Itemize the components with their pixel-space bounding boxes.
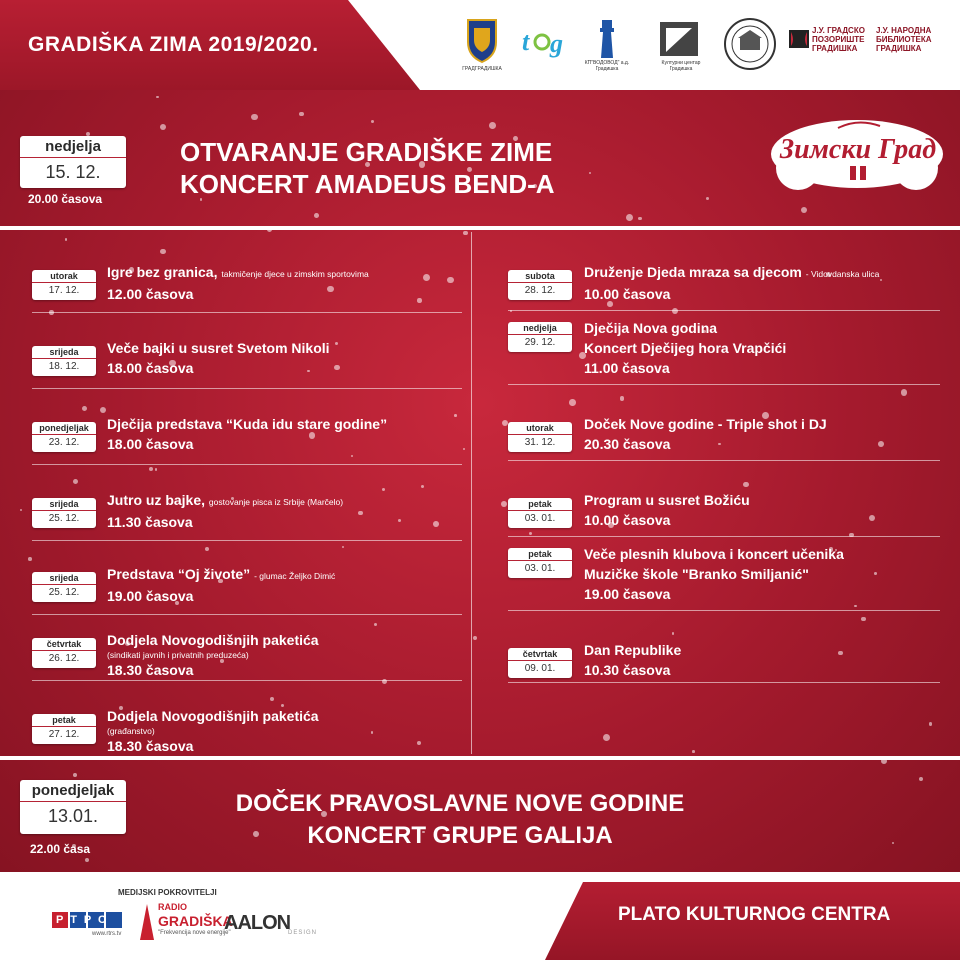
event-date-box	[508, 548, 572, 578]
event-title-line	[584, 318, 786, 338]
event-date-box	[32, 422, 96, 452]
snowflake	[854, 605, 857, 608]
closing-line-1: DOČEK PRAVOSLAVNE NOVE GODINE	[235, 790, 685, 817]
snowflake	[463, 231, 468, 236]
snowflake	[358, 511, 362, 515]
event-title: Veče plesnih klubova i koncert učenika	[584, 546, 844, 562]
snowflake	[454, 414, 457, 417]
event-day: utorak	[508, 422, 572, 435]
event-separator	[32, 464, 462, 465]
event-title: Predstava “Oj živote”	[107, 566, 251, 582]
aalon-design-logo: AALON DESIGN	[224, 912, 318, 936]
event-title: Veče bajki u susret Svetom Nikoli	[107, 340, 330, 356]
event-title: Dječija predstava “Kuda idu stare godine”	[107, 416, 388, 432]
event-title-line	[107, 490, 343, 512]
event-title-second-line: Muzičke škole "Branko Smiljanić"	[584, 566, 809, 582]
event-separator	[32, 312, 462, 313]
event-item	[107, 564, 335, 606]
event-separator	[32, 614, 462, 615]
event-date: 03. 01.	[524, 563, 556, 574]
snowflake	[869, 515, 875, 521]
event-date: 23. 12.	[48, 437, 80, 448]
opening-day: nedjelja	[20, 136, 126, 158]
event-item	[584, 490, 750, 530]
event-date-box	[32, 346, 96, 376]
event-subtitle: (sindikati javnih i privatnih preduzeća)	[107, 650, 249, 660]
event-date: 26. 12.	[48, 653, 80, 664]
event-time: 10.00 časova	[584, 286, 671, 302]
snowflake	[342, 546, 344, 548]
snowflake	[351, 455, 353, 457]
event-separator	[508, 310, 940, 311]
event-note: - glumac Željko Dimić	[254, 571, 336, 581]
event-day: četvrtak	[508, 648, 572, 661]
event-item	[107, 262, 369, 304]
event-date: 28. 12.	[524, 285, 556, 296]
event-day: petak	[508, 498, 572, 511]
biblioteka-logo: Ј.У. НАРОДНА БИБЛИОТЕКА ГРАДИШКА	[876, 26, 932, 53]
festival-title: GRADIŠKA ZIMA 2019/2020.	[28, 33, 319, 56]
event-separator	[508, 460, 940, 461]
event-item	[107, 414, 387, 454]
svg-text:g: g	[550, 29, 563, 58]
event-time: 19.00 časova	[584, 586, 671, 602]
event-date-box	[32, 714, 96, 744]
event-separator	[508, 610, 940, 611]
event-date-box	[32, 498, 96, 528]
snowflake	[398, 519, 401, 522]
snowflake	[270, 697, 274, 701]
snowflake	[160, 249, 165, 254]
event-day: srijeda	[32, 346, 96, 359]
winter-city-logo: Зимски Град	[768, 110, 946, 196]
divider-stripe	[0, 756, 960, 760]
snowflake	[82, 406, 87, 411]
event-title-line	[584, 262, 879, 284]
snowflake	[473, 636, 477, 640]
snowflake	[28, 557, 32, 561]
event-item	[584, 544, 844, 604]
snowflake	[371, 731, 374, 734]
event-item	[107, 630, 319, 680]
snowflake	[489, 122, 496, 129]
event-date: 09. 01.	[524, 663, 556, 674]
event-separator	[32, 540, 462, 541]
snowflake	[463, 448, 465, 450]
event-time: 18.00 časova	[107, 436, 194, 452]
snowflake	[929, 722, 933, 726]
event-title-line	[107, 262, 369, 284]
event-title: Jutro uz bajke,	[107, 492, 206, 508]
snowflake	[706, 197, 709, 200]
snowflake	[433, 521, 439, 527]
opening-date: 15. 12.	[45, 162, 101, 182]
event-separator	[32, 680, 462, 681]
event-subtitle: (građanstvo)	[107, 726, 155, 736]
venue-label: PLATO KULTURNOG CENTRA	[618, 904, 891, 925]
event-date: 27. 12.	[48, 729, 80, 740]
event-item	[107, 490, 343, 532]
event-date: 03. 01.	[524, 513, 556, 524]
event-day: subota	[508, 270, 572, 283]
opening-line-2: KONCERT AMADEUS BEND-A	[180, 169, 555, 199]
snowflake	[838, 651, 842, 655]
event-title-line	[584, 490, 750, 510]
event-note: takmičenje djece u zimskim sportovima	[221, 269, 369, 279]
event-title-line	[584, 544, 844, 564]
event-date-box	[508, 648, 572, 678]
event-date: 31. 12.	[524, 437, 556, 448]
event-time: 10.30 časova	[584, 662, 671, 678]
closing-date-box	[20, 780, 126, 834]
media-sponsors-label: MEDIJSKI POKROVITELJI	[118, 888, 217, 897]
event-note: - Vidovdanska ulica	[805, 269, 880, 279]
event-title-line	[107, 414, 387, 434]
event-day: petak	[508, 548, 572, 561]
snowflake	[626, 214, 633, 221]
opening-line-1: OTVARANJE GRADIŠKE ZIME	[180, 137, 553, 167]
closing-headline	[150, 788, 770, 852]
event-separator	[508, 682, 940, 683]
event-date-box	[32, 572, 96, 602]
event-title: Igre bez granica,	[107, 264, 218, 280]
event-note: gostovanje pisca iz Srbije (Marčelo)	[208, 497, 344, 507]
snowflake	[861, 617, 865, 621]
event-date-box	[32, 638, 96, 668]
opening-date-box	[20, 136, 126, 188]
event-day: ponedjeljak	[32, 422, 96, 435]
snowflake	[251, 114, 257, 120]
event-date-box	[508, 322, 572, 352]
event-day: srijeda	[32, 498, 96, 511]
event-title: Druženje Djeda mraza sa djecom	[584, 264, 802, 280]
event-item	[107, 338, 330, 378]
snowflake	[382, 488, 385, 491]
event-time: 11.30 časova	[107, 514, 193, 530]
event-item	[584, 640, 681, 680]
event-date: 25. 12.	[48, 513, 80, 524]
snowflake	[874, 572, 877, 575]
event-separator	[508, 536, 940, 537]
event-title-second-line: Koncert Dječijeg hora Vrapčići	[584, 340, 787, 356]
event-title: Dodjela Novogodišnjih paketića	[107, 632, 319, 648]
pozoriste-logo: Ј.У. ГРАДСКО ПОЗОРИШТЕ ГРАДИШКА	[788, 16, 870, 72]
event-time: 19.00 časova	[107, 588, 194, 604]
event-title-line	[107, 706, 319, 726]
radio-gradiska-logo: RADIO GRADIŠKA "Frekvencija nove energije"	[140, 900, 220, 944]
event-time: 11.00 časova	[584, 360, 670, 376]
snowflake	[603, 734, 610, 741]
event-title-line	[584, 640, 681, 660]
opening-time: 20.00 časova	[28, 192, 103, 206]
column-separator	[471, 232, 472, 754]
event-time: 18.30 časova	[107, 662, 194, 678]
rtrs-logo: РТРС www.rtrs.tv	[52, 912, 132, 942]
snowflake	[901, 389, 907, 395]
event-title-line	[107, 630, 319, 650]
gradiska-coat-of-arms-logo: ГРАДГРАДИШКА	[458, 16, 506, 72]
event-date: 18. 12.	[48, 361, 80, 372]
closing-date: 13.01.	[47, 806, 99, 826]
event-item	[584, 414, 827, 454]
event-day: srijeda	[32, 572, 96, 585]
event-separator	[508, 384, 940, 385]
event-date-box	[32, 270, 96, 300]
kulturni-centar-logo: Културни центар Градишка	[654, 16, 708, 72]
snowflake	[638, 217, 641, 220]
svg-text:t: t	[522, 27, 530, 56]
event-title: Dodjela Novogodišnjih paketića	[107, 708, 319, 724]
museum-seal-logo	[722, 16, 778, 72]
event-time: 10.00 časova	[584, 512, 671, 528]
closing-day: ponedjeljak	[20, 780, 126, 802]
event-title: Program u susret Božiću	[584, 492, 750, 508]
event-time: 20.30 časova	[584, 436, 671, 452]
snowflake	[501, 501, 507, 507]
event-date: 25. 12.	[48, 587, 80, 598]
event-date: 29. 12.	[524, 337, 556, 348]
event-title: Dječija Nova godina	[584, 320, 718, 336]
event-separator	[32, 388, 462, 389]
event-date: 17. 12.	[48, 285, 80, 296]
sponsor-logos	[458, 16, 953, 72]
event-item	[584, 318, 786, 378]
closing-line-2: KONCERT GRUPE GALIJA	[307, 822, 613, 849]
event-time: 18.30 časova	[107, 738, 194, 754]
event-item	[584, 262, 879, 304]
snowflake	[692, 750, 695, 753]
snowflake	[417, 298, 421, 302]
event-day: nedjelja	[508, 322, 572, 335]
event-title-line	[107, 564, 335, 586]
event-day: petak	[32, 714, 96, 727]
vodovod-logo: КП"ВОДОВОД" а.д. Градишка	[582, 16, 632, 72]
event-item	[107, 706, 319, 756]
divider-stripe	[0, 226, 960, 230]
snowflake	[299, 112, 304, 117]
event-date-box	[508, 498, 572, 528]
snowflake	[314, 213, 319, 218]
event-day: četvrtak	[32, 638, 96, 651]
event-day: utorak	[32, 270, 96, 283]
closing-time: 22.00 časa	[30, 842, 91, 856]
snowflake	[85, 858, 89, 862]
event-title-line	[584, 414, 827, 434]
tog-logo	[518, 16, 568, 72]
snowflake	[569, 399, 576, 406]
snowflake	[447, 277, 453, 283]
event-time: 18.00 časova	[107, 360, 194, 376]
event-title: Dan Republike	[584, 642, 682, 658]
snowflake	[371, 120, 374, 123]
event-title-line	[107, 338, 330, 358]
event-date-box	[508, 422, 572, 452]
event-time: 12.00 časova	[107, 286, 194, 302]
event-date-box	[508, 270, 572, 300]
opening-headline	[180, 136, 620, 200]
event-title: Doček Nove godine - Triple shot i DJ	[584, 416, 827, 432]
